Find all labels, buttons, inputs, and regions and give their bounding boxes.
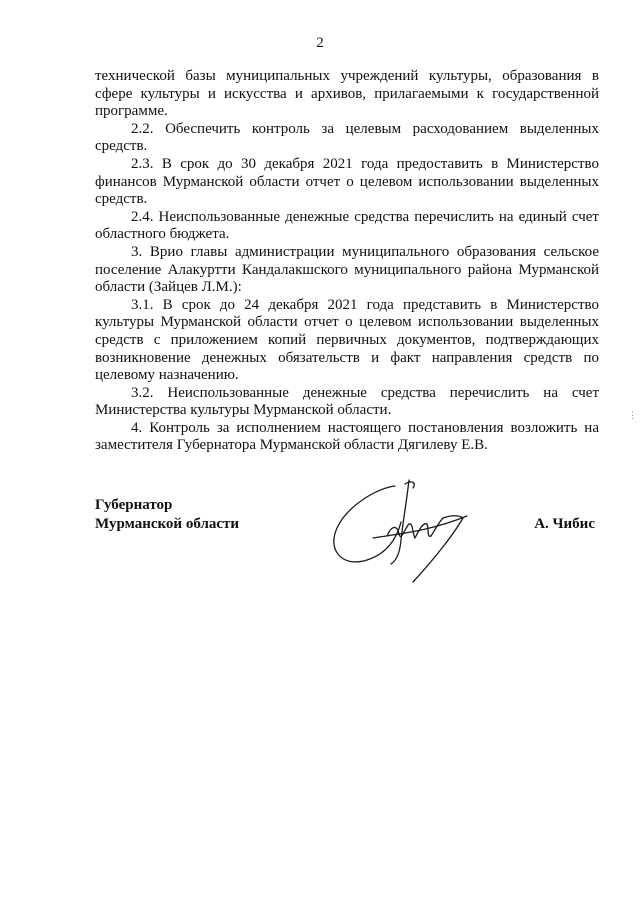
paragraph-2-4: 2.4. Неиспользованные денежные средства перечислить на единый счет областного бюджета. bbox=[95, 208, 599, 243]
page-number: 2 bbox=[316, 35, 324, 51]
paragraph-2-3: 2.3. В срок до 30 декабря 2021 года предоставить в Министерство финансов Мурманской области отчет о целевом использовании выделенных средств. bbox=[95, 155, 599, 208]
paragraph-2-2: 2.2. Обеспечить контроль за целевым расходованием выделенных средств. bbox=[95, 120, 599, 155]
signer-title-line-1: Губернатор bbox=[95, 497, 173, 513]
signer-title bbox=[95, 496, 239, 534]
signer-title-line-2: Мурманской области bbox=[95, 516, 240, 532]
paragraph-4: 4. Контроль за исполнением настоящего постановления возложить на заместителя Губернатора Мурманской области Дягилеву Е.В. bbox=[95, 419, 599, 454]
paragraph-3-1: 3.1. В срок до 24 декабря 2021 года представить в Министерство культуры Мурманской области отчет о целевом использовании выделенных средств с приложением копий первичных документов, подтверждающих возникновение денежных обязательств и факт направления средств по целевому назначению. bbox=[95, 296, 599, 384]
signer-name: А. Чибис bbox=[534, 516, 595, 532]
paragraph-3-2: 3.2. Неиспользованные денежные средства перечислить на счет Министерства культуры Мурманской области. bbox=[95, 384, 599, 419]
paragraph-intro-continuation: технической базы муниципальных учреждений культуры, образования в сфере культуры и искусства и архивов, прилагаемыми к государственной программе. bbox=[95, 68, 599, 120]
document-body bbox=[95, 68, 599, 455]
handwritten-signature bbox=[317, 478, 487, 588]
right-margin-mark: ⋮ bbox=[628, 410, 637, 420]
paragraph-3: 3. Врио главы администрации муниципального образования сельское поселение Алакуртти Кандалакшского муниципального района Мурманской области (Зайцев Л.М.): bbox=[95, 243, 599, 296]
signature-block bbox=[95, 496, 600, 606]
